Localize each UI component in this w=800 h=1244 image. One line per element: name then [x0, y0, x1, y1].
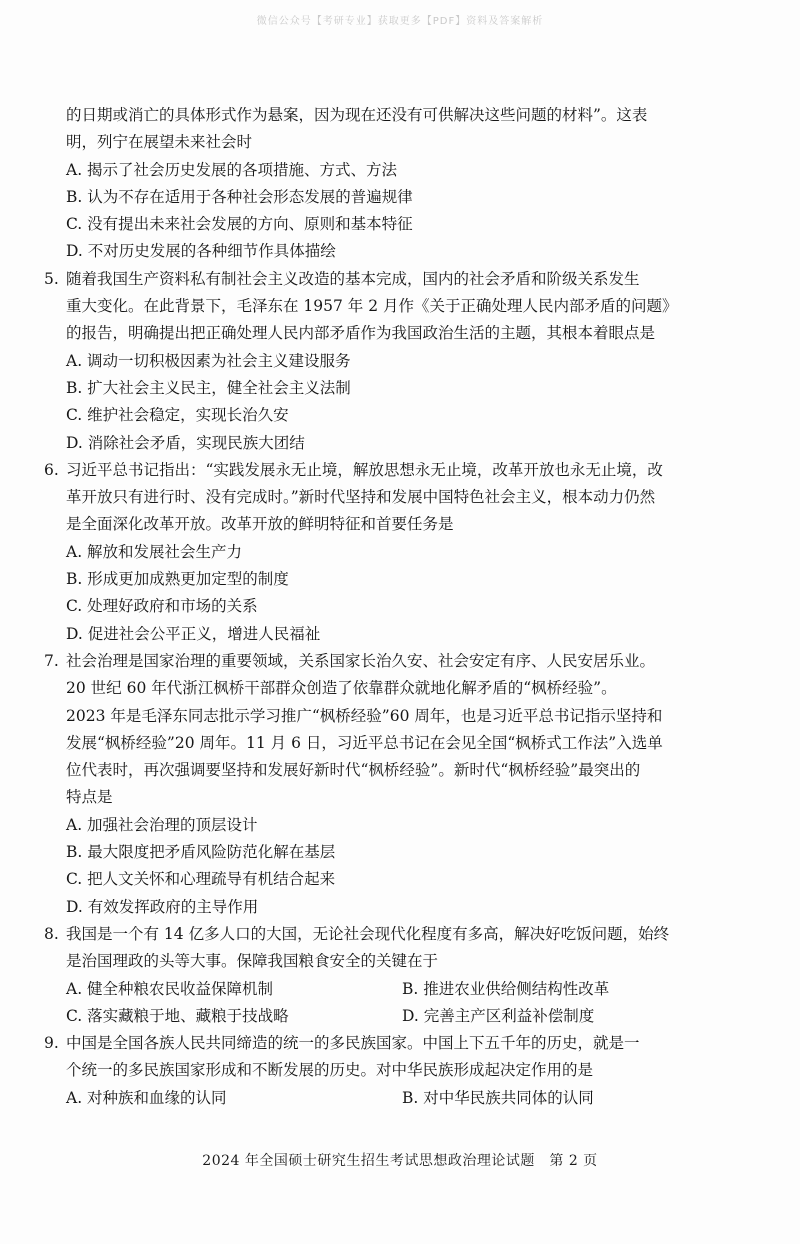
question-4-text-line: 明，列宁在展望未来社会时 [66, 133, 253, 152]
question-6-stem: 习近平总书记指出：“实践发展永无止境，解放思想永无止境，改革开放也永无止境，改 [66, 460, 663, 479]
question-4-continuation [66, 102, 738, 266]
question-8-option-b: B. 推进农业供给侧结构性改革 [402, 979, 610, 998]
question-5-stem: 随着我国生产资料私有制社会主义改造的基本完成，国内的社会矛盾和阶级关系发生 [66, 269, 640, 288]
question-4-option-b: B. 认为不存在适用于各种社会形态发展的普遍规律 [66, 187, 413, 206]
question-8 [44, 921, 738, 1030]
question-6-text-line: 是全面深化改革开放。改革开放的鲜明特征和首要任务是 [66, 515, 454, 534]
page-footer: 2024 年全国硕士研究生招生考试思想政治理论试题 第 2 页 [202, 1153, 598, 1169]
question-8-text-line: 是治国理政的头等大事。保障我国粮食安全的关键在于 [66, 952, 439, 971]
question-9-text-line: 个统一的多民族国家形成和不断发展的历史。对中华民族形成起决定作用的是 [66, 1061, 594, 1080]
question-7-option-c: C. 把人文关怀和心理疏导有机结合起来 [66, 870, 336, 889]
question-4-text-line: 的日期或消亡的具体形式作为悬案，因为现在还没有可供解决这些问题的材料”。这表 [66, 106, 648, 124]
question-7-text-line: 特点是 [66, 788, 113, 807]
question-5-option-b: B. 扩大社会主义民主，健全社会主义法制 [66, 378, 351, 397]
question-7-stem: 社会治理是国家治理的重要领域，关系国家长治久安、社会安定有序、人民安居乐业。 [66, 651, 656, 670]
question-9-number: 9. [44, 1034, 59, 1053]
question-8-options-row [66, 976, 738, 1003]
question-5-option-c: C. 维护社会稳定，实现长治久安 [66, 406, 289, 425]
question-4-option-d: D. 不对历史发展的各种细节作具体描绘 [66, 242, 336, 261]
question-7-text-line: 位代表时，再次强调要坚持和发展好新时代“枫桥经验”。新时代“枫桥经验”最突出的 [66, 761, 641, 780]
question-9-options-row [66, 1085, 738, 1112]
question-6-number: 6. [44, 460, 59, 479]
question-8-stem: 我国是一个有 14 亿多人口的大国，无论社会现代化程度有多高，解决好吃饭问题，始终 [66, 924, 670, 943]
question-4-option-c: C. 没有提出未来社会发展的方向、原则和基本特征 [66, 215, 413, 234]
question-6-text-line [44, 457, 738, 484]
header-watermark: 微信公众号【考研专业】获取更多【PDF】资料及答案解析 [256, 16, 544, 27]
question-6-option-b: B. 形成更加成熟更加定型的制度 [66, 570, 289, 589]
question-8-options-row [66, 1003, 738, 1030]
question-9-stem: 中国是全国各族人民共同缔造的统一的多民族国家。中国上下五千年的历史，就是一 [66, 1034, 640, 1053]
question-7-text-line [44, 648, 738, 675]
question-8-text-line [44, 921, 738, 948]
question-6-option-c: C. 处理好政府和市场的关系 [66, 597, 258, 616]
question-7-number: 7. [44, 651, 59, 670]
question-6-text-line: 革开放只有进行时、没有完成时。”新时代坚持和发展中国特色社会主义，根本动力仍然 [66, 488, 656, 507]
question-7-text-line: 发展“枫桥经验”20 周年。11 月 6 日，习近平总书记在会见全国“枫桥式工作法”入选单 [66, 733, 663, 752]
question-7-text-line: 2023 年是毛泽东同志批示学习推广“枫桥经验”60 周年，也是习近平总书记指示坚持和 [66, 706, 663, 725]
question-6-option-a: A. 解放和发展社会生产力 [66, 542, 243, 561]
question-8-option-c: C. 落实藏粮于地、藏粮于技战略 [66, 1006, 289, 1025]
question-5-text-line: 的报告，明确提出把正确处理人民内部矛盾作为我国政治生活的主题，其根本着眼点是 [66, 324, 656, 343]
question-8-option-a: A. 健全种粮农民收益保障机制 [66, 979, 274, 998]
question-7-option-b: B. 最大限度把矛盾风险防范化解在基层 [66, 843, 336, 862]
question-4-option-a: A. 揭示了社会历史发展的各项措施、方式、方法 [66, 160, 398, 179]
question-9 [44, 1030, 738, 1112]
question-5-text-line [44, 266, 738, 293]
question-7-option-a: A. 加强社会治理的顶层设计 [66, 815, 258, 834]
question-6 [44, 457, 738, 648]
question-5-option-a: A. 调动一切积极因素为社会主义建设服务 [66, 351, 351, 370]
question-8-option-d: D. 完善主产区利益补偿制度 [402, 1006, 595, 1025]
question-7-text-line: 20 世纪 60 年代浙江枫桥干部群众创造了依靠群众就地化解矛盾的“枫桥经验”。 [66, 679, 617, 698]
question-5-option-d: D. 消除社会矛盾，实现民族大团结 [66, 433, 305, 452]
question-7-option-d: D. 有效发挥政府的主导作用 [66, 897, 259, 916]
question-5-number: 5. [44, 269, 59, 288]
question-8-number: 8. [44, 924, 59, 943]
question-5 [44, 266, 738, 457]
question-6-option-d: D. 促进社会公平正义，增进人民福祉 [66, 624, 321, 643]
page-content [44, 102, 738, 1112]
question-9-option-b: B. 对中华民族共同体的认同 [402, 1088, 594, 1107]
question-7 [44, 648, 738, 921]
question-5-text-line: 重大变化。在此背景下，毛泽东在 1957 年 2 月作《关于正确处理人民内部矛盾的问题》 [66, 297, 678, 316]
question-9-text-line [44, 1030, 738, 1057]
question-9-option-a: A. 对种族和血缘的认同 [66, 1088, 227, 1107]
